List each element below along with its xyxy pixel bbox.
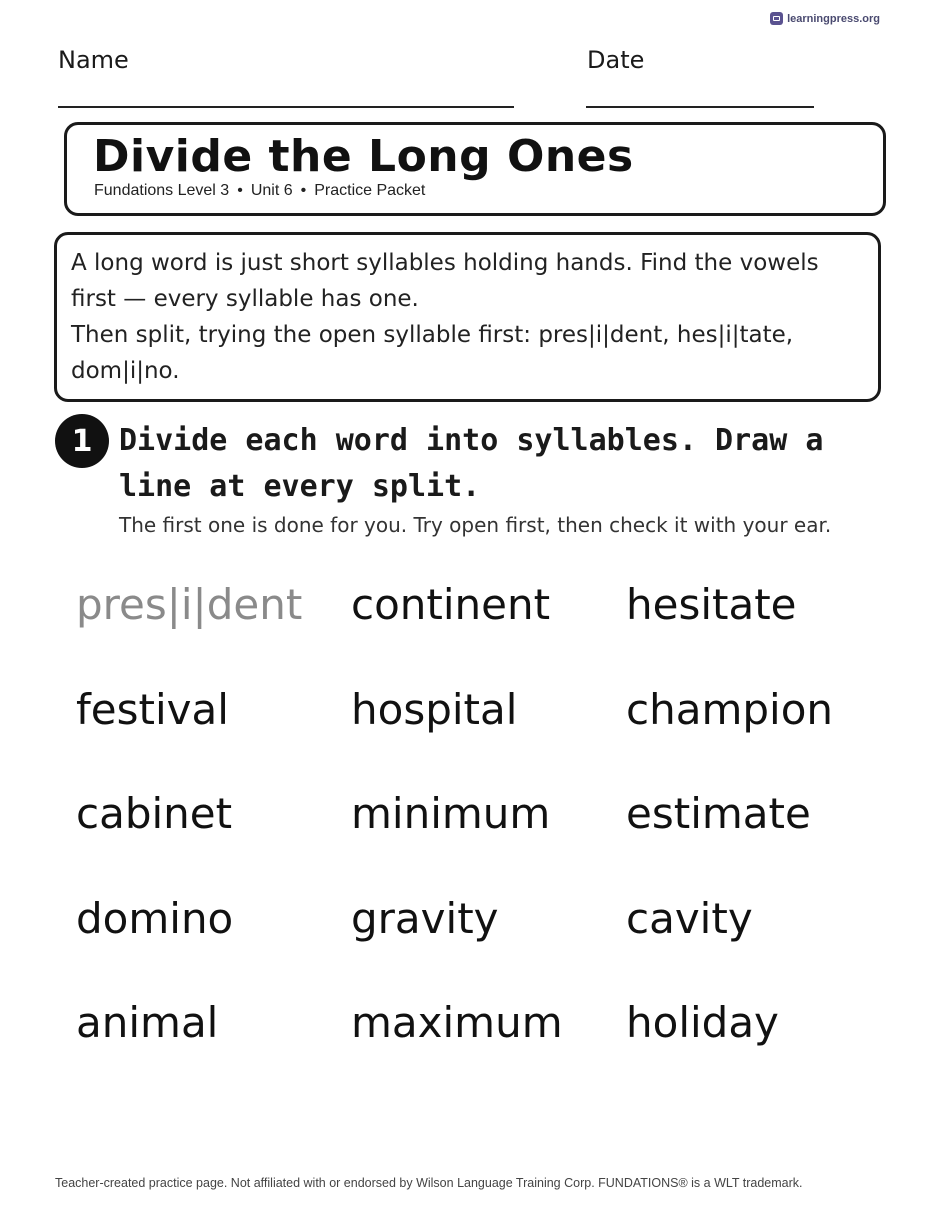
subtitle-separator: •	[237, 182, 243, 199]
word-example: pres|i|dent	[76, 580, 303, 629]
brand-text: learningpress.org	[787, 12, 880, 25]
intro-line-1: A long word is just short syllables holding hands. Find the vowels first — every syllable has one.	[71, 250, 819, 312]
name-line[interactable]	[58, 106, 514, 108]
subtitle-separator: •	[300, 182, 307, 199]
name-label: Name	[58, 46, 129, 74]
word-item[interactable]: holiday	[626, 998, 779, 1047]
word-item[interactable]: gravity	[351, 893, 499, 943]
word-grid	[76, 580, 906, 1103]
subtitle-packet: Practice Packet	[314, 182, 426, 199]
intro-line-2: Then split, trying the open syllable first: pres|i|dent, hes|i|tate, dom|i|no.	[71, 322, 794, 384]
word-item[interactable]: continent	[351, 580, 551, 629]
page-subtitle	[94, 182, 425, 200]
date-line[interactable]	[586, 106, 814, 108]
word-item[interactable]: cavity	[626, 893, 753, 943]
intro-box	[54, 232, 881, 402]
brand-logo	[770, 12, 880, 25]
word-item[interactable]: hospital	[351, 684, 518, 734]
task-title: Divide each word into syllables. Draw a line at every split.	[119, 423, 824, 504]
word-item[interactable]: maximum	[351, 998, 563, 1047]
date-label: Date	[587, 46, 645, 74]
word-item[interactable]: festival	[76, 684, 229, 734]
word-item[interactable]: estimate	[626, 789, 811, 838]
book-icon	[770, 12, 783, 25]
word-item[interactable]: cabinet	[76, 789, 233, 838]
word-item[interactable]: minimum	[351, 789, 551, 838]
title-box	[64, 122, 886, 216]
subtitle-unit: Unit 6	[250, 182, 293, 199]
subtitle-level: Fundations Level 3	[94, 182, 230, 199]
footer-disclaimer: Teacher-created practice page. Not affiliated with or endorsed by Wilson Language Training Corp. FUNDATIONS® is a WLT trademark.	[55, 1176, 803, 1190]
page-title: Divide the Long Ones	[93, 131, 634, 182]
word-item[interactable]: hesitate	[626, 580, 797, 629]
task-instructions: The first one is done for you. Try open first, then check it with your ear.	[119, 513, 832, 537]
task-number-badge: 1	[55, 414, 109, 468]
word-item[interactable]: champion	[626, 684, 834, 734]
word-item[interactable]: domino	[76, 893, 234, 943]
word-item[interactable]: animal	[76, 998, 219, 1047]
